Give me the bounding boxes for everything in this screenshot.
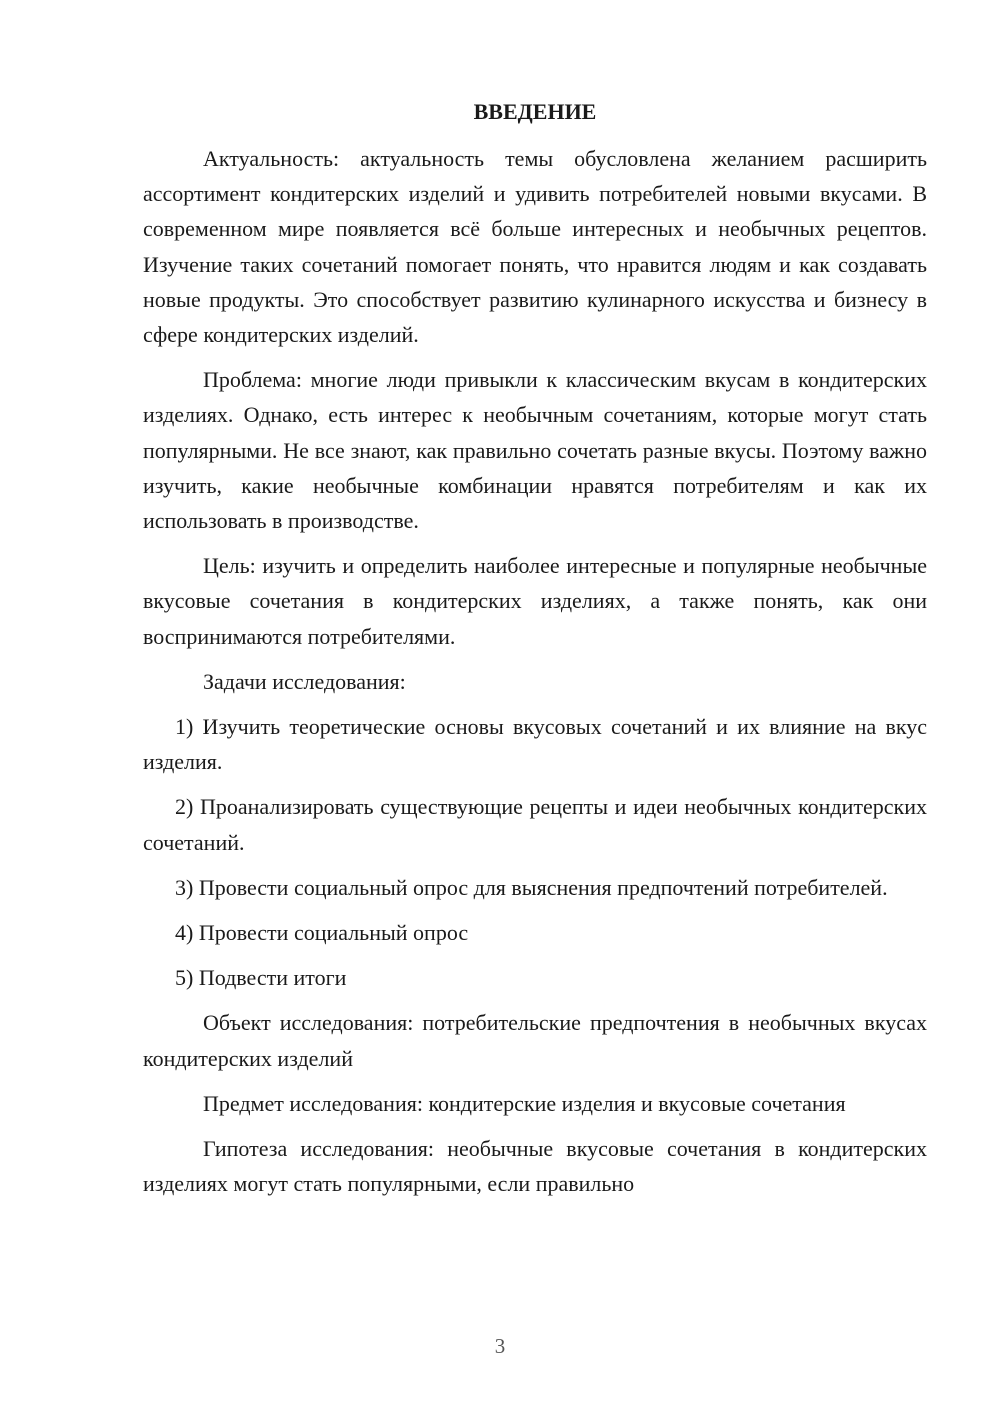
task-item: 4) Провести социальный опрос — [175, 920, 469, 946]
tasks-heading: Задачи исследования: — [203, 668, 406, 694]
task-item: 2) Проанализировать существующие рецепты и идеи необычных кондитерских сочетаний. — [143, 794, 927, 855]
problem-paragraph: Проблема: многие люди привыкли к классическим вкусам в кондитерских изделиях. Однако, есть интерес к необычным сочетаниям, которые могут стать популярными. Не все знают, как правильно сочетать разные вкусы. Поэтому важно изучить, какие необычные комбинации нравятся потребителям и как их использовать в производстве. — [143, 367, 927, 534]
relevance-paragraph: Актуальность: актуальность темы обусловлена желанием расширить ассортимент кондитерских изделий и удивить потребителей новыми вкусами. В современном мире появляется всё больше интересных и необычных рецептов. Изучение таких сочетаний помогает понять, что нравится людям и как создавать новые продукты. Это способствует развитию кулинарного искусства и бизнесу в сфере кондитерских изделий. — [143, 146, 927, 348]
subject-paragraph: Предмет исследования: кондитерские изделия и вкусовые сочетания — [203, 1090, 846, 1116]
page-number: 3 — [494, 1334, 506, 1358]
page-content — [143, 94, 927, 1211]
hypothesis-paragraph: Гипотеза исследования: необычные вкусовые сочетания в кондитерских изделиях могут стать популярными, если правильно — [143, 1136, 927, 1197]
object-paragraph: Объект исследования: потребительские предпочтения в необычных вкусах кондитерских изделий — [143, 1010, 927, 1071]
goal-paragraph: Цель: изучить и определить наиболее интересные и популярные необычные вкусовые сочетания в кондитерских изделиях, а также понять, как они воспринимаются потребителями. — [143, 553, 927, 649]
task-item: 5) Подвести итоги — [175, 965, 347, 991]
task-item: 1) Изучить теоретические основы вкусовых сочетаний и их влияние на вкус изделия. — [143, 714, 927, 775]
page-title: ВВЕДЕНИЕ — [473, 99, 597, 124]
task-item: 3) Провести социальный опрос для выяснения предпочтений потребителей. — [175, 874, 888, 900]
